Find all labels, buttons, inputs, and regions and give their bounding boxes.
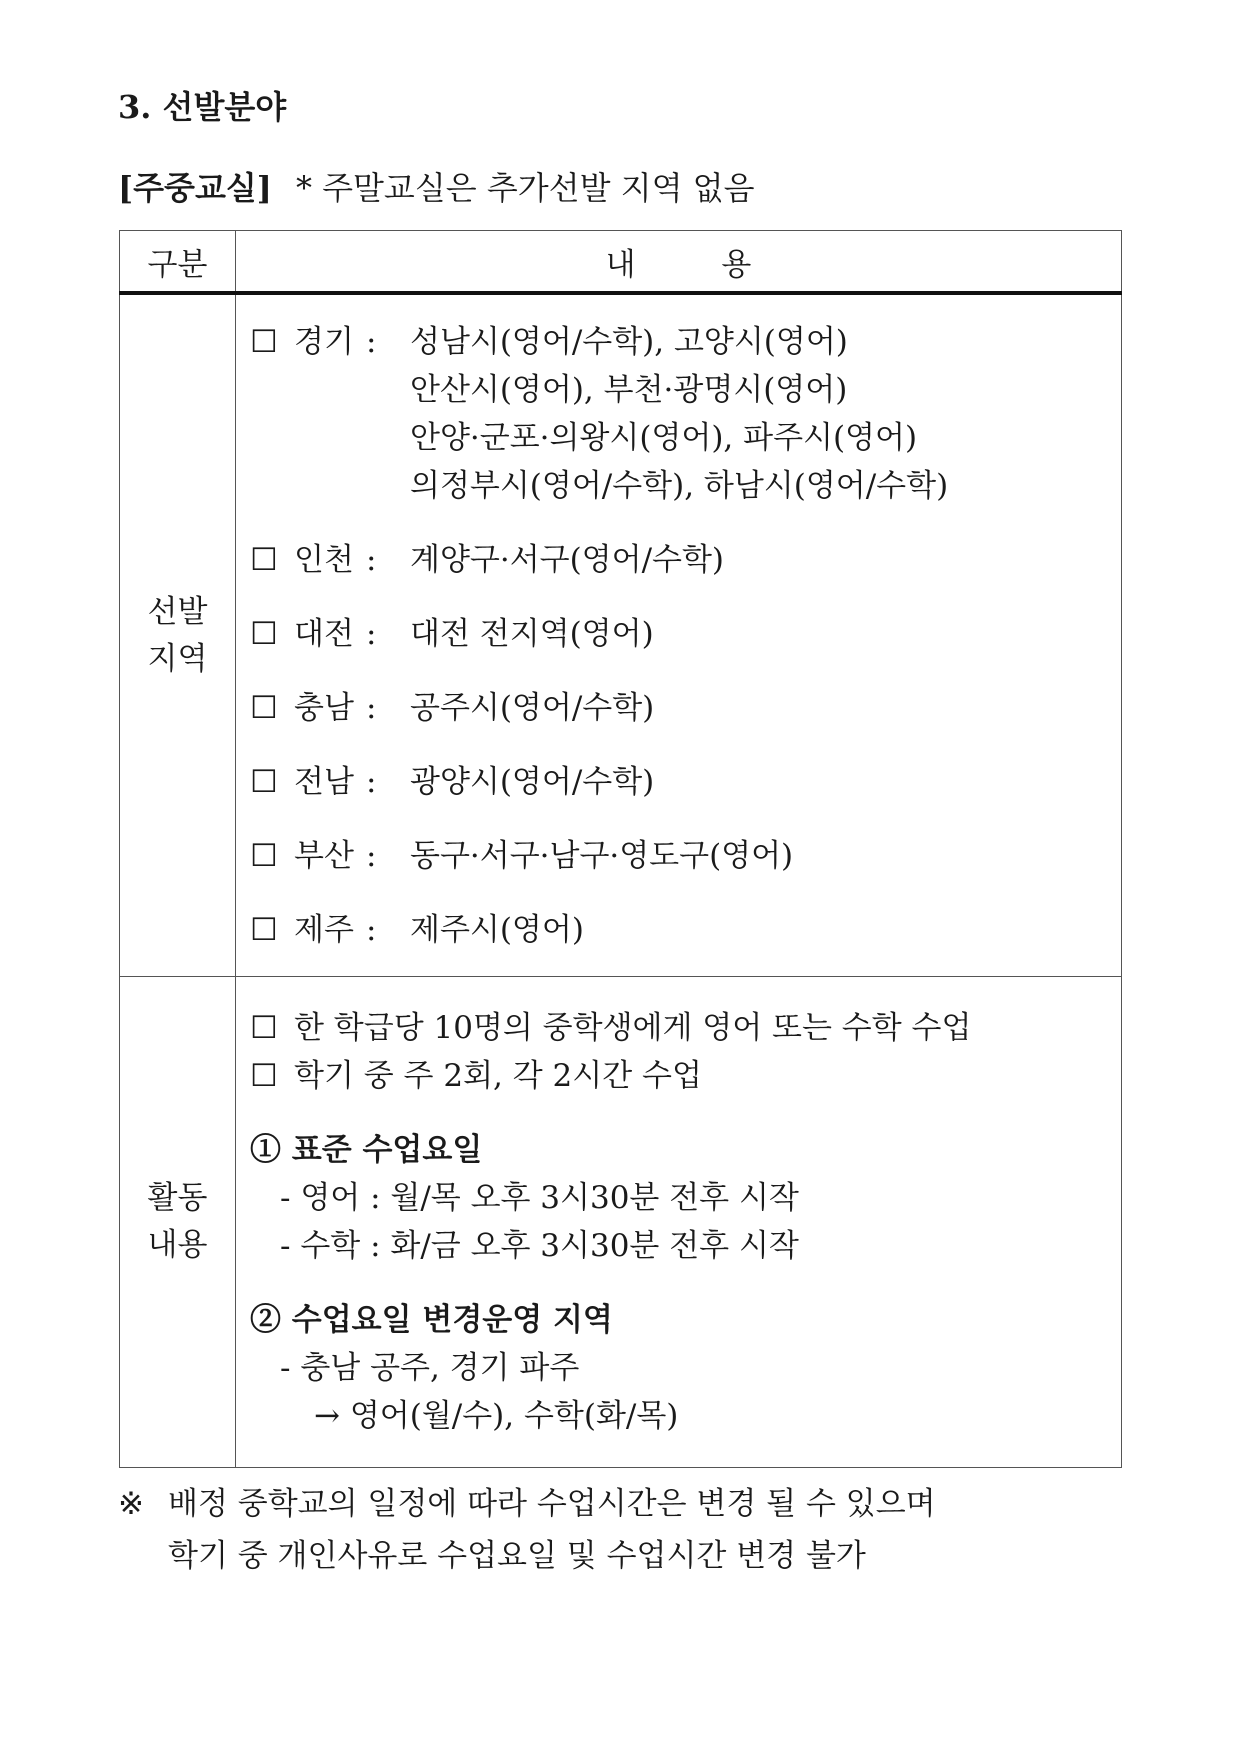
region-name: 제주 xyxy=(294,911,354,948)
checkbox-icon: ☐ xyxy=(250,837,278,874)
selection-table xyxy=(119,230,1122,1468)
region-colon: : xyxy=(366,689,377,726)
footnote-line-2: 학기 중 개인사유로 수업요일 및 수업시간 변경 불가 xyxy=(168,1538,866,1574)
activities-row xyxy=(120,977,1122,1468)
region-line: 성남시(영어/수학), 고양시(영어) xyxy=(410,323,848,360)
region-item xyxy=(250,906,1121,954)
checkbox-icon: ☐ xyxy=(250,1058,278,1094)
footnote-text-1: 배정 중학교의 일정에 따라 수업시간은 변경 될 수 있으며 xyxy=(168,1486,936,1522)
reference-mark-icon: ※ xyxy=(118,1486,144,1522)
activities-content xyxy=(236,977,1122,1468)
region-name: 인천 xyxy=(294,541,354,578)
region-item xyxy=(250,684,1121,732)
region-lines xyxy=(410,684,654,732)
checkbox-icon: ☐ xyxy=(250,689,278,726)
activity-bullet xyxy=(250,1004,1121,1052)
region-name: 경기 xyxy=(294,323,354,360)
region-item xyxy=(250,536,1121,584)
regions-content xyxy=(236,293,1122,977)
region-item xyxy=(250,832,1121,880)
region-colon: : xyxy=(366,615,377,652)
footnote-line-1 xyxy=(118,1478,936,1530)
table-header-row xyxy=(120,231,1122,294)
region-name: 대전 xyxy=(294,615,354,652)
region-name: 전남 xyxy=(294,763,354,800)
region-colon: : xyxy=(366,323,377,360)
region-line: 제주시(영어) xyxy=(410,911,584,948)
region-colon: : xyxy=(366,763,377,800)
region-lines xyxy=(410,906,584,954)
changed-days-heading: ② 수업요일 변경운영 지역 xyxy=(250,1302,613,1338)
checkbox-icon: ☐ xyxy=(250,541,278,578)
region-line: 안양·군포·의왕시(영어), 파주시(영어) xyxy=(410,419,918,456)
regions-label-line-1: 선발 xyxy=(147,593,208,630)
changed-schedule-item: → 영어(월/수), 수학(화/목) xyxy=(314,1398,679,1434)
region-colon: : xyxy=(366,541,377,578)
footnote xyxy=(118,1478,936,1582)
region-line: 의정부시(영어/수학), 하남시(영어/수학) xyxy=(410,467,949,504)
activities-label-line-1: 활동 xyxy=(147,1180,208,1216)
checkbox-icon: ☐ xyxy=(250,615,278,652)
region-line: 공주시(영어/수학) xyxy=(410,689,655,726)
regions-label xyxy=(120,293,236,977)
header-category: 구분 xyxy=(120,231,236,294)
region-line: 대전 전지역(영어) xyxy=(410,615,654,652)
region-name: 부산 xyxy=(294,837,354,874)
checkbox-icon: ☐ xyxy=(250,1010,278,1046)
region-colon: : xyxy=(366,837,377,874)
region-name: 충남 xyxy=(294,689,354,726)
subtitle-note: * 주말교실은 추가선발 지역 없음 xyxy=(295,169,755,207)
region-lines xyxy=(410,758,654,806)
region-lines xyxy=(410,610,654,658)
standard-day-item: - 영어 : 월/목 오후 3시30분 전후 시작 xyxy=(280,1180,799,1216)
activities-label xyxy=(120,977,236,1468)
region-line: 동구·서구·남구·영도구(영어) xyxy=(410,837,794,874)
checkbox-icon: ☐ xyxy=(250,763,278,800)
regions-label-line-2: 지역 xyxy=(147,640,208,677)
region-lines xyxy=(410,318,948,510)
region-line: 광양시(영어/수학) xyxy=(410,763,655,800)
subtitle-bracket: [주중교실] xyxy=(118,169,272,207)
checkbox-icon: ☐ xyxy=(250,911,278,948)
activity-bullet-text: 학기 중 주 2회, 각 2시간 수업 xyxy=(294,1058,702,1094)
region-lines xyxy=(410,536,724,584)
region-lines xyxy=(410,832,793,880)
region-item xyxy=(250,610,1121,658)
region-item xyxy=(250,318,1121,510)
standard-days-heading: ① 표준 수업요일 xyxy=(250,1132,483,1168)
standard-day-item: - 수학 : 화/금 오후 3시30분 전후 시작 xyxy=(280,1228,799,1264)
subtitle xyxy=(118,163,754,209)
region-colon: : xyxy=(366,911,377,948)
regions-row xyxy=(120,293,1122,977)
header-content-label: 내 용 xyxy=(605,246,790,283)
activities-label-line-2: 내용 xyxy=(147,1227,208,1263)
region-line: 안산시(영어), 부천·광명시(영어) xyxy=(410,371,848,408)
activity-bullet xyxy=(250,1052,1121,1100)
header-content xyxy=(236,231,1122,294)
region-line: 계양구·서구(영어/수학) xyxy=(410,541,724,578)
checkbox-icon: ☐ xyxy=(250,323,278,360)
activity-bullet-text: 한 학급당 10명의 중학생에게 영어 또는 수학 수업 xyxy=(294,1010,972,1046)
region-item xyxy=(250,758,1121,806)
changed-region-item: - 충남 공주, 경기 파주 xyxy=(280,1350,580,1386)
section-title: 3. 선발분야 xyxy=(118,88,287,126)
